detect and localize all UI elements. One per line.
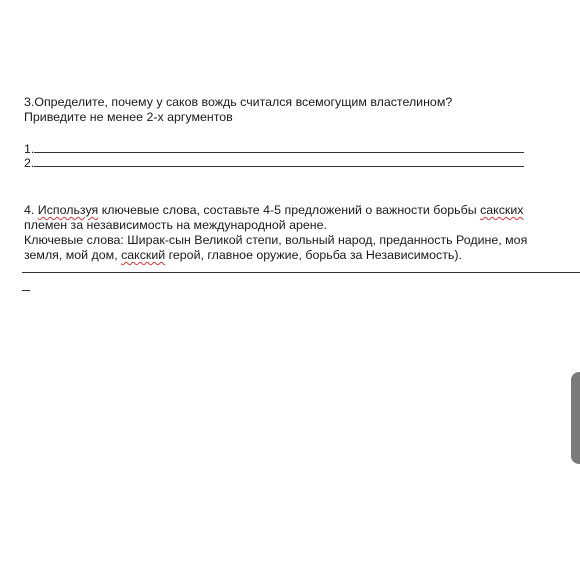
spellcheck-word-using: Используя (37, 203, 99, 217)
answer-line-2 (24, 155, 524, 171)
scrollbar-thumb[interactable] (571, 372, 580, 464)
answer-blank-1 (34, 141, 524, 153)
answer-rule-dash (22, 290, 30, 291)
question-4-line-2: племен за независимость на международной арене. (24, 218, 327, 232)
question-4-line-4-end: герой, главное оружие, борьба за Независимость). (168, 248, 462, 262)
answer-number-2: 2. (24, 156, 35, 170)
answer-blank-2 (34, 155, 524, 167)
question-4-line-1-text: ключевые слова, составьте 4-5 предложений о важности борьбы (101, 203, 477, 217)
question-4-line-1 (24, 203, 523, 218)
question-4-number: 4. (24, 203, 35, 217)
spellcheck-word-saksky: сакский (121, 248, 166, 262)
question-4-line-4-start: земля, мой дом, (24, 248, 118, 262)
question-4-line-4 (24, 248, 462, 263)
question-3-subtitle: Приведите не менее 2-х аргументов (24, 110, 233, 124)
question-4-keywords: Ключевые слова: Ширак-сын Великой степи, вольный народ, преданность Родине, моя (24, 233, 528, 247)
question-3-title: 3.Определите, почему у саков вождь считался всемогущим властелином? (24, 95, 453, 109)
answer-number-1: 1. (24, 142, 35, 156)
spellcheck-word-saks: сакских (480, 203, 524, 217)
answer-rule (22, 272, 580, 273)
